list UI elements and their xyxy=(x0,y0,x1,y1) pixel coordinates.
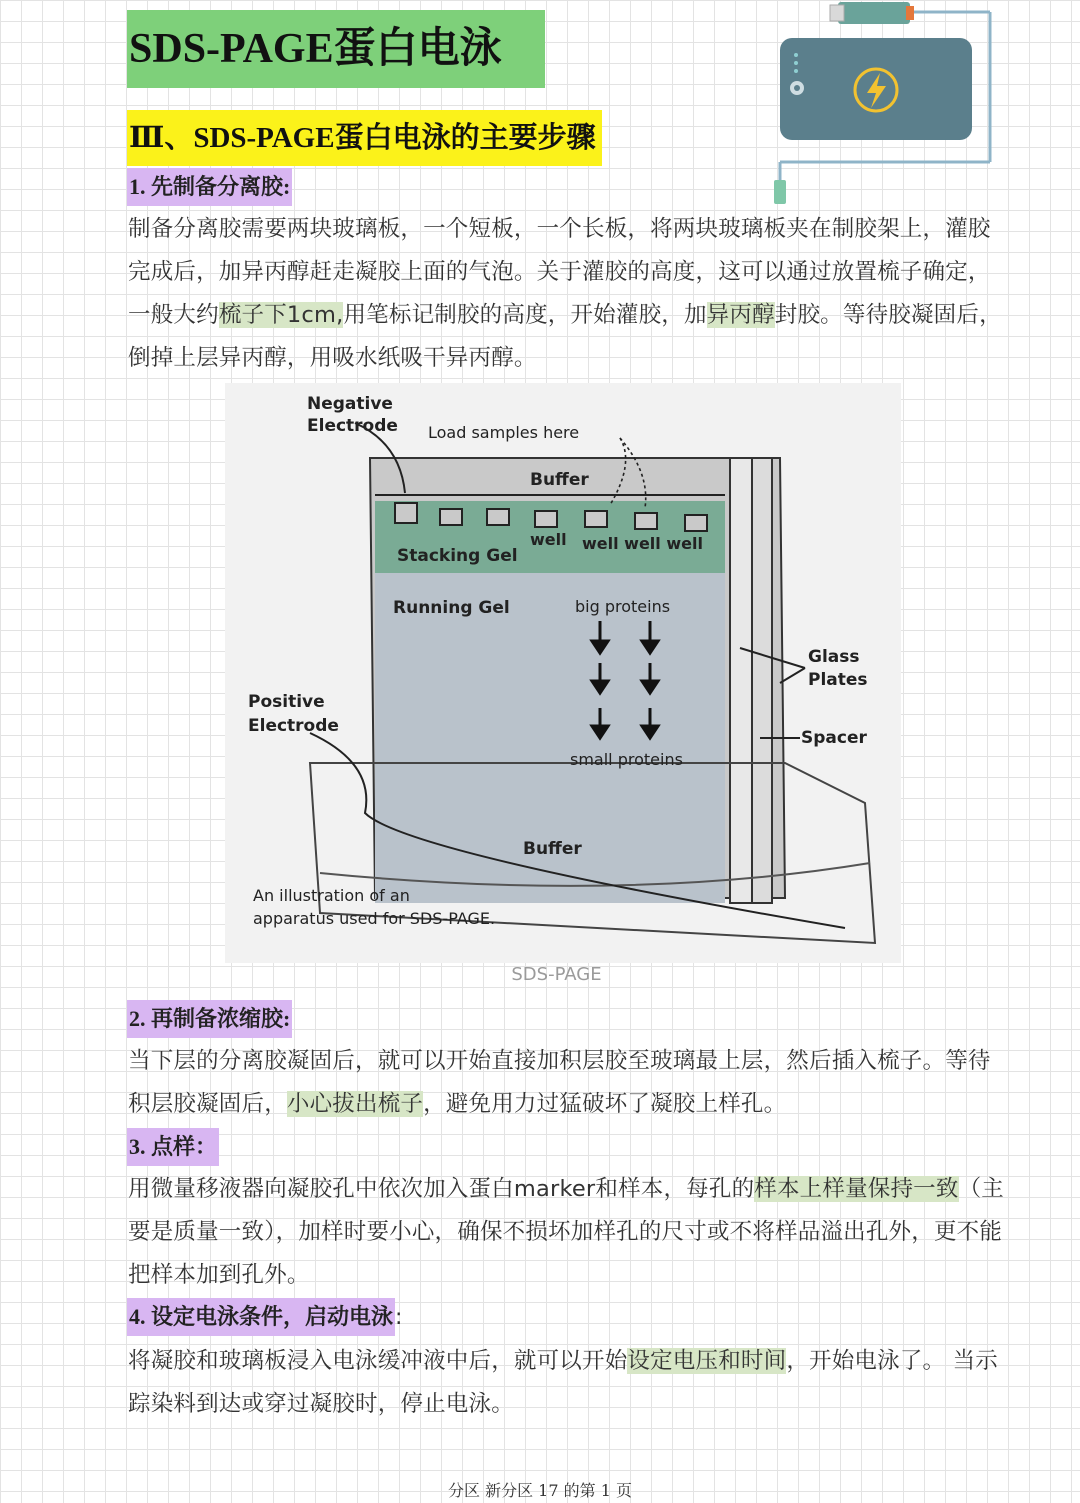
label-buffer-top: Buffer xyxy=(530,470,589,490)
step-3-paragraph xyxy=(128,1168,1008,1297)
section-heading: Ⅲ、SDS-PAGE蛋白电泳的主要步骤 xyxy=(127,110,602,166)
label-positive-electrode-1: Positive xyxy=(248,692,325,712)
step-4-text-2: ，开始电泳了。 当示踪染料到达或穿过凝胶时，停止电泳。 xyxy=(128,1348,998,1417)
step-1-highlight-isopropanol: 异丙醇 xyxy=(706,302,775,328)
step-2-text: 当下层的分离胶凝固后，就可以开始直接加积层胶至玻璃最上层，然后插入梳子。等待积层胶凝固后， xyxy=(128,1048,991,1117)
step-4-heading-row xyxy=(127,1298,402,1336)
step-1-heading: 1. 先制备分离胶: xyxy=(127,168,292,206)
page-title: SDS-PAGE蛋白电泳 xyxy=(127,10,545,88)
label-negative-electrode-1: Negative xyxy=(307,394,393,414)
label-stacking-gel: Stacking Gel xyxy=(397,546,518,566)
label-positive-electrode-2: Electrode xyxy=(248,716,339,736)
step-2-heading: 2. 再制备浓缩胶: xyxy=(127,1000,292,1038)
label-glass-1: Glass xyxy=(808,647,860,667)
battery-charging-icon xyxy=(770,0,1000,205)
figure-caption: SDS-PAGE xyxy=(511,964,602,985)
step-1-text: 制备分离胶需要两块玻璃板，一个短板，一个长板，将两块玻璃板夹在制胶架上，灌胶完成后，加异丙醇赶走凝胶上面的气泡。关于灌胶的高度，这可以通过放置梳子确定，一般大约 xyxy=(128,216,991,328)
label-illustration-1: An illustration of an xyxy=(253,886,410,905)
step-3-highlight: 样本上样量保持一致 xyxy=(754,1176,959,1202)
step-4-heading-suffix: : xyxy=(395,1305,403,1330)
step-1-text-2: 用笔标记制胶的高度，开始灌胶，加 xyxy=(343,302,707,328)
label-buffer-bottom: Buffer xyxy=(523,839,582,859)
label-small-proteins: small proteins xyxy=(570,750,683,769)
step-3-text-2: （主要是质量一致），加样时要小心，确保不损坏加样孔的尺寸或不将样品溢出孔外，更不能把样本加到孔外。 xyxy=(128,1176,1004,1288)
step-1-paragraph xyxy=(128,208,1008,380)
page-footer: 分区 新分区 17 的第 1 页 xyxy=(448,1481,632,1500)
step-4-heading: 4. 设定电泳条件，启动电泳 xyxy=(127,1298,395,1336)
label-glass-2: Plates xyxy=(808,670,868,690)
step-1-highlight-comb: 梳子下1cm, xyxy=(218,302,344,328)
step-4-highlight: 设定电压和时间 xyxy=(627,1348,787,1374)
label-wells: well well well xyxy=(582,534,703,553)
step-2-text-2: ，避免用力过猛破坏了凝胶上样孔。 xyxy=(423,1091,787,1117)
step-3-text: 用微量移液器向凝胶孔中依次加入蛋白marker和样本，每孔的 xyxy=(128,1176,755,1202)
step-2-paragraph xyxy=(128,1040,1008,1126)
step-3-heading: 3. 点样： xyxy=(127,1128,219,1166)
label-running-gel: Running Gel xyxy=(393,598,510,618)
step-4-text: 将凝胶和玻璃板浸入电泳缓冲液中后，就可以开始 xyxy=(128,1348,628,1374)
step-2-highlight: 小心拔出梳子 xyxy=(286,1091,424,1117)
label-illustration-2: apparatus used for SDS-PAGE. xyxy=(253,909,496,928)
step-4-paragraph xyxy=(128,1340,1008,1426)
label-well: well xyxy=(530,530,567,549)
label-negative-electrode-2: Electrode xyxy=(307,416,398,436)
sds-page-apparatus-diagram xyxy=(225,383,901,963)
label-spacer: Spacer xyxy=(801,728,867,748)
step-1-text-3: 封胶。等待胶凝固后，倒掉上层异丙醇，用吸水纸吸干异丙醇。 xyxy=(128,302,1002,371)
label-big-proteins: big proteins xyxy=(575,597,671,616)
label-load-samples: Load samples here xyxy=(428,423,580,442)
